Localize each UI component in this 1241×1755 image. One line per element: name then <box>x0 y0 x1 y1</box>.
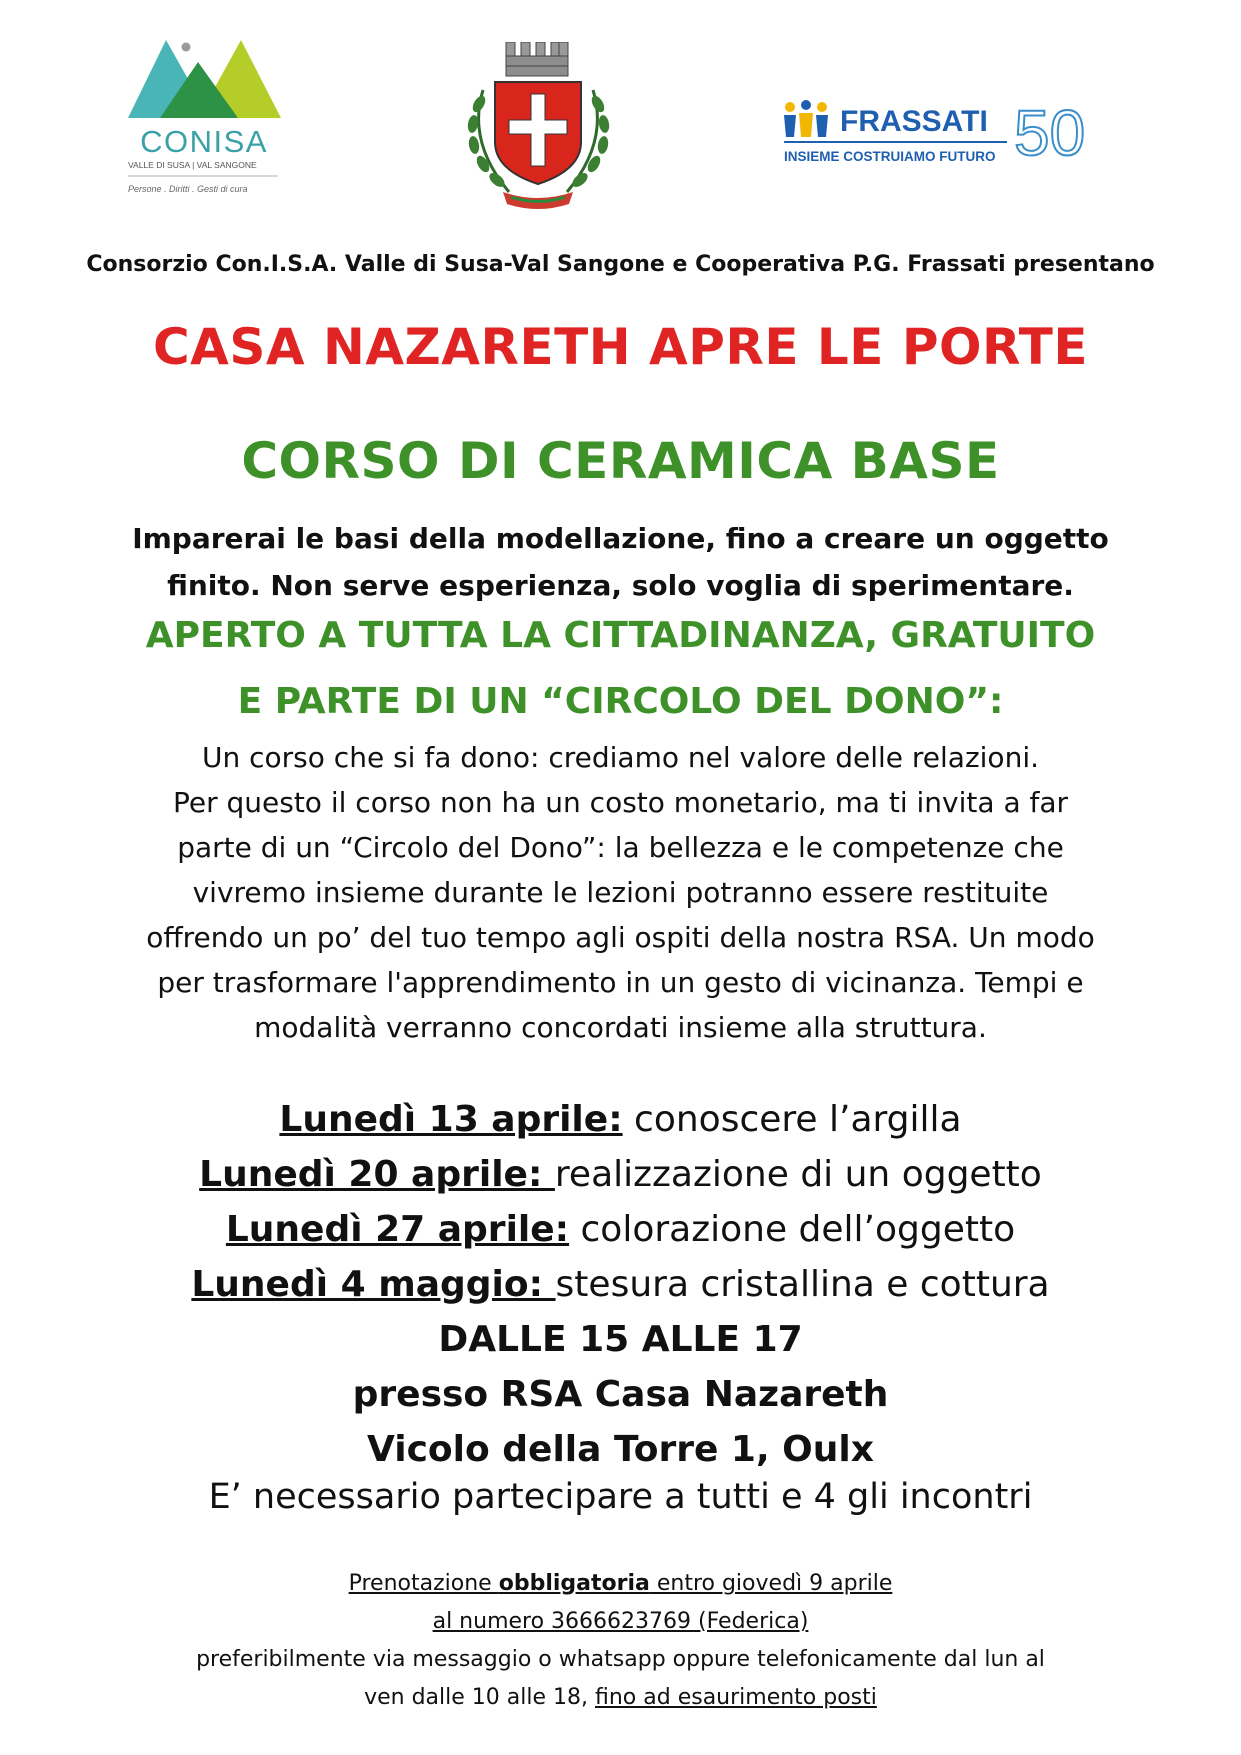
schedule-topic: conoscere l’argilla <box>622 1099 962 1140</box>
gift-text-line: Un corso che si fa dono: crediamo nel valore delle relazioni. <box>202 741 1039 774</box>
description-line: finito. Non serve esperienza, solo voglia di sperimentare. <box>167 569 1074 602</box>
gift-text-line: offrendo un po’ del tuo tempo agli ospiti della nostra RSA. Un modo <box>146 921 1095 954</box>
schedule-date: Lunedì 27 aprile: <box>225 1209 570 1250</box>
course-description <box>0 515 1241 609</box>
frassati-name: FRASSATI <box>840 105 988 138</box>
open-heading <box>0 603 1241 735</box>
gift-circle-text <box>35 735 1206 1050</box>
open-heading-line: E PARTE DI UN “CIRCOLO DEL DONO”: <box>237 681 1004 722</box>
booking-text: Prenotazione <box>348 1571 499 1596</box>
schedule-date: Lunedì 20 aprile: <box>199 1154 555 1195</box>
conisa-subtitle: VALLE DI SUSA | VAL SANGONE <box>128 160 257 170</box>
schedule-date: Lunedì 13 aprile: <box>279 1099 623 1140</box>
gift-text-line: vivremo insieme durante le lezioni potranno essere restituite <box>192 876 1049 909</box>
logo-bar <box>0 0 1241 230</box>
gift-text-line: per trasformare l'apprendimento in un gesto di vicinanza. Tempi e <box>157 966 1084 999</box>
venue-name: presso RSA Casa Nazareth <box>352 1374 889 1415</box>
schedule-item <box>0 1257 1241 1312</box>
conisa-name: CONISA <box>140 124 268 159</box>
frassati-logo <box>782 95 1122 175</box>
schedule-topic: colorazione dell’oggetto <box>569 1209 1016 1250</box>
frassati-anniversary: 50 <box>1014 97 1086 169</box>
booking-mandatory: obbligatoria <box>498 1571 650 1596</box>
conisa-tagline: Persone . Diritti . Gesti di cura <box>128 184 248 194</box>
schedule-date: Lunedì 4 maggio: <box>191 1264 556 1305</box>
schedule-topic: stesura cristallina e cottura <box>555 1264 1050 1305</box>
conisa-dot <box>182 43 191 52</box>
gift-text-line: parte di un “Circolo del Dono”: la bellezza e le competenze che <box>177 831 1064 864</box>
course-title: CORSO DI CERAMICA BASE <box>241 432 1000 490</box>
booking-line-4 <box>0 1679 1241 1717</box>
venue-address: Vicolo della Torre 1, Oulx <box>367 1429 874 1470</box>
booking-deadline: entro giovedì 9 aprile <box>649 1571 893 1596</box>
conisa-logo <box>128 40 293 215</box>
booking-hours: ven dalle 10 alle 18, <box>364 1685 595 1710</box>
schedule-item <box>0 1202 1241 1257</box>
location-block <box>0 1312 1241 1477</box>
schedule-item <box>0 1147 1241 1202</box>
intro-line: Consorzio Con.I.S.A. Valle di Susa-Val Sangone e Cooperativa P.G. Frassati presentano <box>86 252 1155 277</box>
booking-phone[interactable]: al numero 3666623769 (Federica) <box>432 1609 809 1634</box>
schedule-list <box>0 1092 1241 1312</box>
description-line: Imparerai le basi della modellazione, fino a creare un oggetto <box>132 522 1109 555</box>
booking-line-3: preferibilmente via messaggio o whatsapp oppure telefonicamente dal lun al <box>196 1647 1045 1672</box>
main-title: CASA NAZARETH APRE LE PORTE <box>152 318 1088 376</box>
open-heading-line: APERTO A TUTTA LA CITTADINANZA, GRATUITO <box>145 615 1096 656</box>
booking-availability: fino ad esaurimento posti <box>595 1685 877 1710</box>
booking-info <box>0 1565 1241 1717</box>
gift-text-line: modalità verranno concordati insieme alla struttura. <box>254 1011 987 1044</box>
gift-text-line: Per questo il corso non ha un costo monetario, ma ti invita a far <box>172 786 1069 819</box>
municipal-crest <box>461 42 616 217</box>
attendance-note: E’ necessario partecipare a tutti e 4 gli incontri <box>208 1477 1033 1517</box>
time-range: DALLE 15 ALLE 17 <box>438 1319 803 1360</box>
schedule-item <box>0 1092 1241 1147</box>
booking-line-1 <box>0 1565 1241 1603</box>
schedule-topic: realizzazione di un oggetto <box>554 1154 1042 1195</box>
frassati-tagline: INSIEME COSTRUIAMO FUTURO <box>784 149 996 164</box>
